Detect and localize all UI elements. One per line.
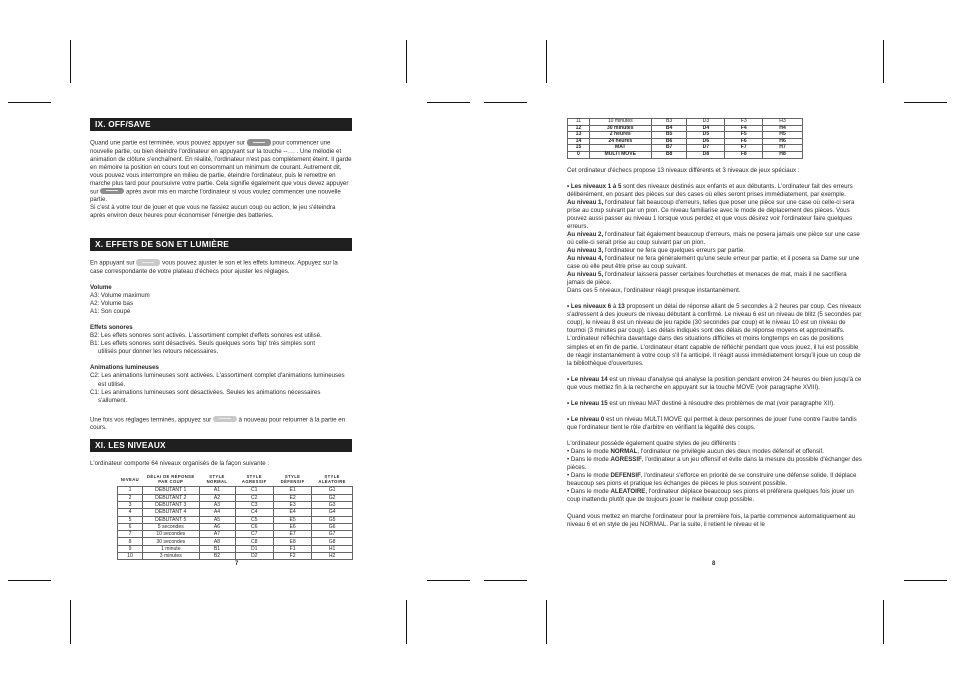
text-run: l'ordinateur laissera passer certaines fourchettes et menaces de mat, mais il ne sacrifiera jamais de pièce. — [567, 271, 847, 287]
table-header: STYLE AGRESSIF — [241, 474, 267, 485]
level-0 — [567, 416, 864, 432]
table-cell: DÉBUTANT 3 — [143, 501, 200, 508]
light-animations-option-cont: s'allument. — [98, 396, 128, 404]
text-run: • Dans le mode — [567, 455, 611, 463]
text-run: 13 — [617, 303, 625, 311]
text-run: est un niveau MULTI MOVE qui permet à deux personnes de jouer l'une contre l'autre tandis que l'ordinateur tient le rôle d'arbitre en vérifiant la légalité des coups. — [567, 415, 857, 431]
table-cell: DÉBUTANT 4 — [143, 509, 200, 516]
text-run: • Le niveau 0 — [567, 415, 605, 423]
table-cell: B8 — [651, 151, 687, 158]
text-run: • Le niveau 14 — [567, 375, 608, 383]
table-cell: C2 — [235, 494, 273, 501]
table-cell: F6 — [725, 138, 763, 145]
text-run: , l'ordinateur déplace beaucoup ses pions et préférera quelques fois jouer un coup inattendu plutôt que de toujours jouer le meilleur coup possible. — [567, 488, 854, 504]
table-cell: E7 — [273, 531, 311, 538]
table-cell: G3 — [312, 501, 353, 508]
table-row — [118, 552, 353, 559]
section-title-off-save: IX. OFF/SAVE — [90, 118, 352, 131]
table-cell: DÉBUTANT 1 — [143, 487, 200, 494]
crop-mark — [484, 102, 527, 103]
table-row — [118, 545, 353, 552]
table-cell: D3 — [687, 119, 725, 126]
levels-1-5 — [567, 183, 864, 199]
table-cell: 9 — [118, 545, 143, 552]
page-number: 8 — [712, 561, 716, 567]
table-cell: G5 — [312, 516, 353, 523]
volume-heading: Volume — [90, 284, 112, 292]
table-cell: G4 — [312, 509, 353, 516]
table-cell: B4 — [651, 125, 687, 132]
level-2 — [567, 231, 864, 247]
table-header: STYLE NORMAL — [206, 474, 228, 485]
levels-table — [117, 473, 353, 560]
table-cell: C1 — [235, 487, 273, 494]
table-cell: A7 — [199, 531, 235, 538]
table-cell: C6 — [235, 523, 273, 530]
text-run: est un niveau d'analyse qui analyse la position pendant environ 24 heures ou bien jusqu'à ce que vous mettiez fin à la recherche en appuyant sur la touche MOVE (voir paragraphe XVIII). — [567, 375, 862, 391]
table-cell: G6 — [312, 523, 353, 530]
crop-mark — [427, 102, 470, 103]
table-cell: H6 — [763, 138, 803, 145]
text-run: DEFENSIF — [610, 472, 641, 480]
levels-overview: Cet ordinateur d'échecs propose 13 niveaux différents et 3 niveaux de jeux spéciaux : — [567, 166, 800, 174]
table-cell: D2 — [235, 552, 273, 559]
text-run: NORMAL — [610, 447, 638, 455]
text-run: Au niveau 1, — [567, 198, 604, 206]
sound-button-icon — [213, 416, 237, 423]
table-cell: D8 — [687, 151, 725, 158]
text-run: • Les niveaux 6 — [567, 303, 612, 311]
left-page — [90, 118, 352, 560]
text-run: Quand une partie est terminée, vous pouvez appuyer sur — [90, 139, 245, 147]
light-animations-heading: Animations lumineuses — [90, 364, 159, 372]
text-run: l'ordinateur ne fera que quelques erreurs par partie. — [603, 246, 745, 254]
text-run: , l'ordinateur a un jeu offensif et évite dans la mesure du possible d'échanger des pièces. — [567, 455, 862, 472]
text-run: est un niveau MAT destiné à résoudre des problèmes de mat (voir paragraphe XII). — [607, 399, 835, 407]
text-run: • Dans le mode — [567, 472, 611, 480]
table-cell: H1 — [312, 545, 353, 552]
table-row — [118, 523, 353, 530]
table-header: STYLE ALÉATOIRE — [318, 474, 346, 485]
table-cell: H4 — [763, 125, 803, 132]
table-cell: 1 minute — [143, 545, 200, 552]
table-cell: F2 — [273, 552, 311, 559]
sound-effects-option: B1: Les effets sonores sont désactivés. Seuls quelques sons 'bip' très simples sont — [90, 340, 316, 348]
text-run: l'ordinateur fait beaucoup d'erreurs, telles que poser une pièce sur une case où celle-ci sera prise au coup suivant par un pion. Ce niveau familiarise avec le mode de déplacement des pièces. Vous pouvez aussi passer au niveau 1 lorsque vous perdez et que vous désirez voir l'ordinateur faire quelques erreurs. — [567, 198, 855, 230]
table-cell: A6 — [199, 523, 235, 530]
table-header: STYLE DÉFENSIF — [280, 474, 305, 485]
table-row — [118, 531, 353, 538]
table-cell: MAT — [589, 145, 651, 152]
text-run: vous pouvez ajuster le son et les effets lumineux. Appuyez sur la case correspondante de votre plateau d'échecs pour ajuster les réglages. — [90, 259, 338, 276]
page-number: 7 — [235, 561, 239, 567]
text-run: l'ordinateur ne fera généralement qu'une seule erreur par partie, et il posera sa Dame sur une case où elle peut être prise au coup suivant. — [567, 255, 860, 271]
table-row — [568, 119, 803, 126]
table-cell: A2 — [199, 494, 235, 501]
levels-intro: L'ordinateur comporte 64 niveaux organisés de la façon suivante : — [90, 460, 270, 468]
table-cell: 13 — [568, 132, 590, 139]
table-cell: 2 heures — [589, 132, 651, 139]
style-agressif — [567, 456, 864, 472]
table-cell: E1 — [273, 487, 311, 494]
light-animations-option: C1: Les animations lumineuses sont désactivées. Seules les animations nécessaires — [90, 388, 321, 396]
table-cell: D5 — [687, 132, 725, 139]
table-cell: 5 secondes — [143, 523, 200, 530]
style-aleatoire — [567, 488, 864, 504]
text-run: • Le niveau 15 — [567, 399, 608, 407]
table-cell: H8 — [763, 151, 803, 158]
table-cell: G1 — [312, 487, 353, 494]
text-run: Au niveau 3, — [567, 246, 604, 254]
table-cell: A1 — [199, 487, 235, 494]
table-header: DÉLAI DE RÉPONSE PAR COUP — [146, 474, 195, 485]
table-cell: 15 — [568, 145, 590, 152]
new-game-button-icon — [100, 188, 124, 195]
startup-note: Quand vous mettez en marche l'ordinateur pour la première fois, la partie commence automatiquement au niveau 6 et en style de jeu NORMAL. Par la suite, il retient le niveau et le — [567, 513, 856, 529]
level-5 — [567, 271, 864, 287]
new-game-button-icon — [247, 139, 271, 146]
table-cell: 30 minutes — [589, 125, 651, 132]
table-cell: 24 heures — [589, 138, 651, 145]
table-cell: B2 — [199, 552, 235, 559]
off-save-paragraph — [90, 139, 352, 204]
table-cell: F8 — [725, 151, 763, 158]
table-row — [118, 501, 353, 508]
table-row — [118, 494, 353, 501]
volume-option: A1: Son coupé — [90, 308, 131, 316]
text-run: • Dans le mode — [567, 447, 611, 455]
level-1 — [567, 199, 864, 231]
text-run: Au niveau 4, — [567, 255, 604, 263]
crop-mark — [70, 40, 71, 83]
table-header: NIVEAU — [120, 476, 140, 482]
table-cell: G8 — [312, 538, 353, 545]
text-run: AGRESSIF — [610, 455, 642, 463]
levels-table-continued — [567, 118, 803, 159]
table-row — [118, 538, 353, 545]
table-cell: DÉBUTANT 5 — [143, 516, 200, 523]
table-cell: H7 — [763, 145, 803, 152]
table-cell: B7 — [651, 145, 687, 152]
table-row — [118, 516, 353, 523]
volume-option: A3: Volume maximum — [90, 292, 150, 300]
off-save-paragraph-2: Si c'est à votre tour de jouer et que vous ne fassiez aucun coup ou action, le jeu s'éteindra après environ deux heures pour économiser l'énergie des batteries. — [90, 204, 336, 220]
table-cell: 10 minutes — [589, 119, 651, 126]
level-3 — [567, 247, 864, 255]
crop-mark — [70, 600, 71, 644]
table-cell: B1 — [199, 545, 235, 552]
table-cell: E6 — [273, 523, 311, 530]
table-cell: 10 secondes — [143, 531, 200, 538]
light-animations-option-cont: est utilisé. — [98, 380, 126, 388]
table-cell: E3 — [273, 501, 311, 508]
text-run: • Les niveaux 1 à 5 — [567, 182, 622, 190]
table-cell: 11 — [568, 119, 590, 126]
sound-effects-heading: Effets sonores — [90, 324, 133, 332]
level-4 — [567, 255, 864, 271]
table-row — [568, 125, 803, 132]
table-cell: 30 secondes — [143, 538, 200, 545]
table-cell: F4 — [725, 125, 763, 132]
crop-mark — [8, 580, 51, 581]
table-cell: C8 — [235, 538, 273, 545]
table-cell: D6 — [687, 138, 725, 145]
table-cell: H3 — [763, 119, 803, 126]
table-row — [568, 145, 803, 152]
effects-outro — [90, 416, 352, 433]
text-run: . Une mélodie et animation de clôture s'enchaînent. En réalité, l'ordinateur n'est pas complètement éteint. Il garde en mémoire la position en cours tout en consommant un minimum de courant. Autrement dit, vous pouvez vous interrompre en milieu de partie, éteindre l'ordinateur, puis le remettre en marche plus tard pour poursuivre votre partie. Cela signifie également que vous devez appuyer sur — [90, 147, 352, 196]
text-run: Au niveau 2, — [567, 230, 604, 238]
table-cell: C5 — [235, 516, 273, 523]
table-cell: A8 — [199, 538, 235, 545]
table-cell: 14 — [568, 138, 590, 145]
crop-mark — [904, 102, 947, 103]
style-defensif — [567, 472, 864, 488]
text-run: • Dans le mode — [567, 488, 611, 496]
table-cell: E2 — [273, 494, 311, 501]
table-cell: G2 — [312, 494, 353, 501]
text-run: à — [611, 303, 618, 311]
table-cell: 12 — [568, 125, 590, 132]
level-14 — [567, 376, 864, 392]
section-title-levels: XI. LES NIVEAUX — [90, 439, 352, 452]
table-row — [568, 138, 803, 145]
table-cell: E4 — [273, 509, 311, 516]
crop-mark — [546, 40, 547, 83]
crop-mark — [904, 580, 947, 581]
effects-intro — [90, 259, 352, 276]
sound-effects-option-cont: utilisés pour donner les retours nécessaires. — [98, 348, 219, 356]
table-cell: D1 — [235, 545, 273, 552]
sound-button-icon — [136, 259, 160, 266]
table-cell: 6 — [118, 523, 143, 530]
sound-effects-option: B2: Les effets sonores sont activés. L'assortiment complet d'effets sonores est utilisé. — [90, 332, 322, 340]
table-cell: F3 — [725, 119, 763, 126]
table-cell: A4 — [199, 509, 235, 516]
crop-mark — [883, 600, 884, 644]
table-cell: 4 — [118, 509, 143, 516]
table-cell: 1 — [118, 487, 143, 494]
text-run: Une fois vos réglages terminés, appuyez sur — [90, 416, 212, 424]
table-cell: 10 — [118, 552, 143, 559]
table-cell: 5 — [118, 516, 143, 523]
styles-intro: L'ordinateur possède également quatre styles de jeu différents : — [567, 439, 740, 447]
crop-mark — [546, 600, 547, 644]
text-run: , l'ordinateur s'efforce en priorité de se construire une défense solide. Il déplace beaucoup ses pions et pratique les échanges de pièces le plus souvent possible. — [567, 472, 857, 488]
table-row — [568, 151, 803, 158]
text-run: , l'ordinateur ne privilégie aucun des deux modes défensif et offensif. — [637, 447, 824, 455]
table-cell: H2 — [312, 552, 353, 559]
text-run: l'ordinateur fait également beaucoup d'erreurs, mais ne posera jamais une pièce sur une case où celle-ci serait prise au coup suivant par un pion. — [567, 230, 860, 246]
table-cell: D7 — [687, 145, 725, 152]
table-cell: H5 — [763, 132, 803, 139]
text-run: Au niveau 5, — [567, 271, 604, 279]
table-cell: A3 — [199, 501, 235, 508]
text-run: après avoir mis en marche l'ordinateur si vous voulez commencer une nouvelle partie. — [90, 188, 341, 204]
levels-6-13 — [567, 303, 864, 367]
table-row — [118, 509, 353, 516]
table-cell: F7 — [725, 145, 763, 152]
table-cell: C7 — [235, 531, 273, 538]
crop-mark — [484, 580, 527, 581]
table-cell: F5 — [725, 132, 763, 139]
table-cell: C3 — [235, 501, 273, 508]
levels-1-5-note: Dans ces 5 niveaux, l'ordinateur réagit presque instantanément. — [567, 287, 741, 295]
table-cell: E5 — [273, 516, 311, 523]
table-cell: A5 — [199, 516, 235, 523]
table-cell: B6 — [651, 138, 687, 145]
right-page — [567, 118, 864, 529]
text-run: pour commencer une nouvelle partie, ou bien éteindre l'ordinateur en appuyant sur la touche -- — [90, 139, 331, 155]
text-run: sont des niveaux destinés aux enfants et aux débutants. L'ordinateur fait des erreurs délibérément, en posant des pièces sur des cases où elles seront prises immédiatement, par exemple. — [567, 182, 853, 198]
table-cell: 7 — [118, 531, 143, 538]
volume-option: A2: Volume bas — [90, 300, 134, 308]
table-cell: MULTI MOVE — [589, 151, 651, 158]
table-cell: 3 — [118, 501, 143, 508]
text-run: à nouveau pour retourner à la partie en cours. — [90, 416, 346, 432]
table-row — [118, 487, 353, 494]
table-cell: DÉBUTANT 2 — [143, 494, 200, 501]
light-animations-option: C2: Les animations lumineuses sont activées. L'assortiment complet d'animations lumineuses — [90, 372, 345, 380]
table-cell: 3 minutes — [143, 552, 200, 559]
level-15 — [567, 400, 864, 408]
table-cell: 0 — [568, 151, 590, 158]
table-cell: B5 — [651, 132, 687, 139]
crop-mark — [406, 40, 407, 83]
crop-mark — [883, 40, 884, 83]
table-row — [568, 132, 803, 139]
section-title-effects: X. EFFETS DE SON ET LUMIÈRE — [90, 238, 352, 251]
table-cell: B3 — [651, 119, 687, 126]
crop-mark — [406, 600, 407, 644]
text-run: proposent un délai de réponse allant de 5 secondes à 2 heures par coup. Ces niveaux s'adressent à des joueurs de niveau débutant à confirmé. Le niveau 6 est un niveau de blitz (5 secondes par coup), le niveau 8 est un niveau de jeu rapide (30 secondes par coup) et le niveau 10 est un niveau de tournoi (3 minutes par coup). Les délais indiqués sont des délais de réponse moyens et approximatifs. L'ordinateur réfléchira davantage dans des situations difficiles et moins longtemps en cas de positions simples et en fin de partie. L'ordinateur étant capable de réfléchir pendant que vous jouez, il lui est possible de réagir instantanément à votre coup s'il l'a anticipé. Il réagit aussi immédiatement lorsqu'il joue un coup de la bibliothèque d'ouvertures. — [567, 303, 862, 367]
style-normal — [567, 448, 864, 456]
table-cell: F1 — [273, 545, 311, 552]
crop-mark — [8, 102, 51, 103]
text-run: ALEATOIRE — [610, 488, 646, 496]
table-cell: 8 — [118, 538, 143, 545]
crop-mark — [427, 580, 470, 581]
table-cell: D4 — [687, 125, 725, 132]
table-cell: E8 — [273, 538, 311, 545]
text-run: En appuyant sur — [90, 259, 135, 267]
table-cell: 2 — [118, 494, 143, 501]
table-cell: C4 — [235, 509, 273, 516]
table-cell: G7 — [312, 531, 353, 538]
